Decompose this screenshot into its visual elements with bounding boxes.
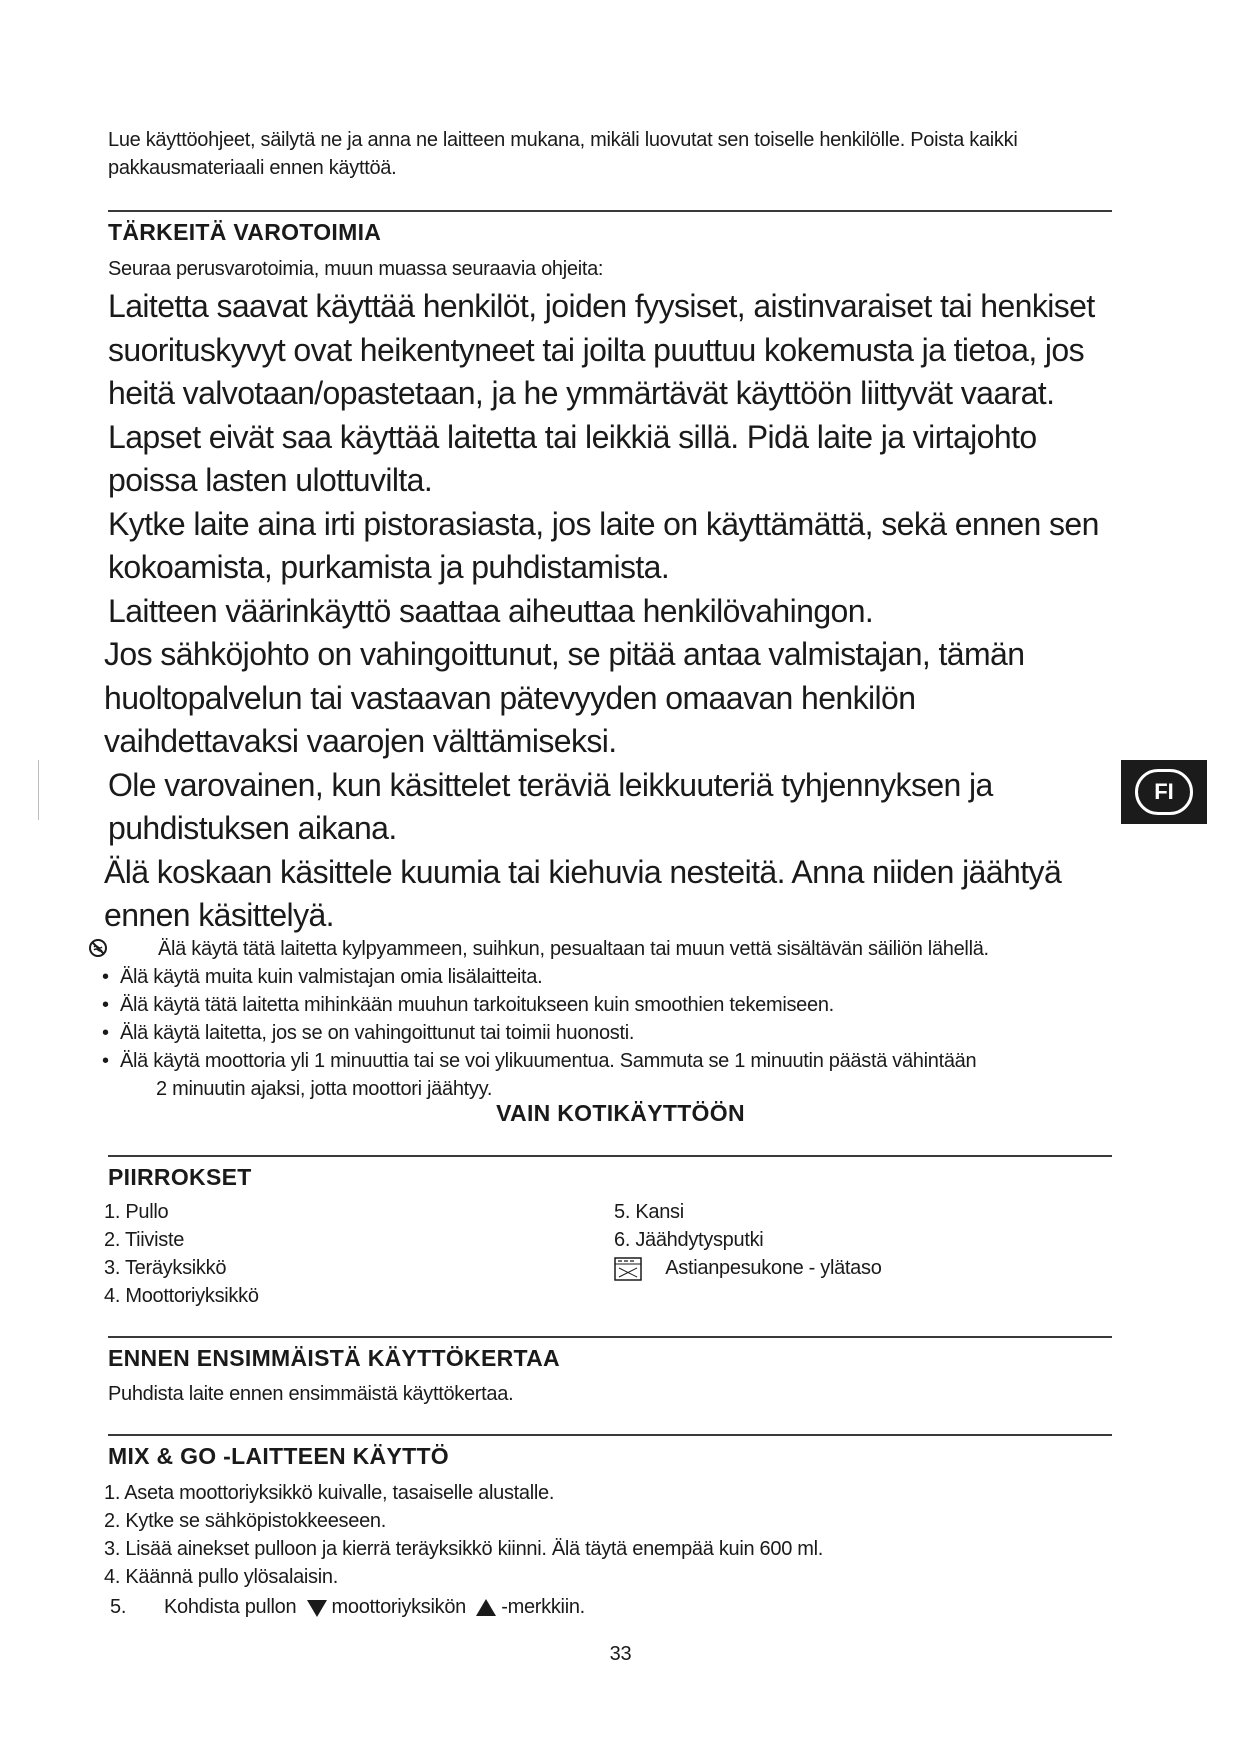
safety-bullet-list [100,963,1120,1103]
language-badge [1121,760,1207,824]
list-item: 1. Pullo [104,1201,169,1223]
list-item: 1. Aseta moottoriyksikkö kuivalle, tasaiselle alustalle. [104,1482,555,1504]
safety-paragraph: Laitetta saavat käyttää henkilöt, joiden fyysiset, aistinvaraiset tai henkiset suorituskyvyt ovat heikentyneet tai joilta puuttuu kokemusta ja tietoa, jos heitä valvotaan/opastetaan, ja he ymmärtävät käyttöön liittyvät vaarat. [108,288,1095,411]
language-code: FI [1135,769,1193,815]
safety-paragraph: Kytke laite aina irti pistorasiasta, jos laite on käyttämättä, sekä ennen sen kokoamista, purkamista ja puhdistamista. [108,505,1099,585]
margin-mark [38,760,39,820]
list-item: 6. Jäähdytysputki [614,1229,764,1251]
triangle-down-icon [306,1598,328,1618]
list-item: 3. Teräyksikkö [104,1257,227,1279]
list-item: 4. Moottoriyksikkö [104,1285,259,1307]
safety-paragraphs [104,285,1118,938]
no-water-icon [88,938,108,958]
dishwasher-icon [614,1257,642,1281]
usage-steps [104,1479,823,1621]
list-item: 2. Kytke se sähköpistokkeeseen. [104,1510,386,1532]
bullet-icon: • [102,966,109,988]
triangle-up-icon [475,1598,497,1618]
usage-heading: MIX & GO -LAITTEEN KÄYTTÖ [108,1443,449,1469]
list-item: • Älä käytä laitetta, jos se on vahingoittunut tai toimii huonosti. [100,1019,1120,1047]
section-divider [108,1155,1112,1157]
first-use-heading: ENNEN ENSIMMÄISTÄ KÄYTTÖKERTAA [108,1345,560,1371]
list-item: • Älä käytä tätä laitetta mihinkään muuhun tarkoitukseen kuin smoothien tekemiseen. [100,991,1120,1019]
safety-heading: TÄRKEITÄ VAROTOIMIA [108,219,382,245]
page-number: 33 [609,1643,632,1665]
safety-paragraph: Ole varovainen, kun käsittelet teräviä leikkuuteriä tyhjennyksen ja puhdistuksen aikana. [108,766,993,846]
safety-paragraph: Laitteen väärinkäyttö saattaa aiheuttaa henkilövahingon. [108,592,874,629]
diagram-parts-left [104,1198,259,1310]
safety-paragraph: Lapset eivät saa käyttää laitetta tai leikkiä sillä. Pidä laite ja virtajohto poissa lasten ulottuvilta. [108,418,1037,498]
list-item: 5. Kansi [614,1201,684,1223]
safety-subtitle: Seuraa perusvarotoimia, muun muassa seuraavia ohjeita: [108,258,604,280]
list-item: 4. Käännä pullo ylösalaisin. [104,1566,338,1588]
bullet-icon: • [102,1022,109,1044]
bullet-icon: • [102,1050,109,1072]
safety-paragraph: Älä koskaan käsittele kuumia tai kiehuvia nesteitä. Anna niiden jäähtyä ennen käsittelyä. [104,853,1062,933]
dishwasher-label: Astianpesukone - ylätaso [665,1257,882,1279]
intro-text: Lue käyttöohjeet, säilytä ne ja anna ne laitteen mukana, mikäli luovutat sen toiselle henkilölle. Poista kaikki pakkausmateriaali ennen käyttöä. [108,129,1018,179]
list-item: 2. Tiiviste [104,1229,185,1251]
bullet-icon: • [102,994,109,1016]
section-divider [108,210,1112,212]
section-divider [108,1336,1112,1338]
list-item: 5. Kohdista pullon moottoriyksikön -merkkiin. [104,1593,823,1621]
list-item [614,1254,882,1282]
household-only-label: VAIN KOTIKÄYTTÖÖN [496,1100,745,1126]
diagrams-heading: PIIRROKSET [108,1164,252,1190]
list-item-continuation: 2 minuutin ajaksi, jotta moottori jäähtyy. [156,1078,493,1100]
diagram-parts-right [614,1198,882,1282]
list-item: • Älä käytä muita kuin valmistajan omia lisälaitteita. [100,963,1120,991]
water-warning: Älä käytä tätä laitetta kylpyammeen, suihkun, pesualtaan tai muun vettä sisältävän säiliön lähellä. [158,938,989,960]
first-use-text: Puhdista laite ennen ensimmäistä käyttökertaa. [108,1383,514,1405]
section-divider [108,1434,1112,1436]
list-item: 3. Lisää ainekset pulloon ja kierrä teräyksikkö kiinni. Älä täytä enempää kuin 600 ml. [104,1538,824,1560]
list-item: • Älä käytä moottoria yli 1 minuuttia tai se voi ylikuumentua. Sammuta se 1 minuutin päästä vähintään [100,1047,1120,1075]
safety-paragraph: Jos sähköjohto on vahingoittunut, se pitää antaa valmistajan, tämän huoltopalvelun tai vastaavan pätevyyden omaavan henkilön vaihdettavaksi vaarojen välttämiseksi. [104,636,1025,759]
step-number: 5. [110,1596,127,1618]
